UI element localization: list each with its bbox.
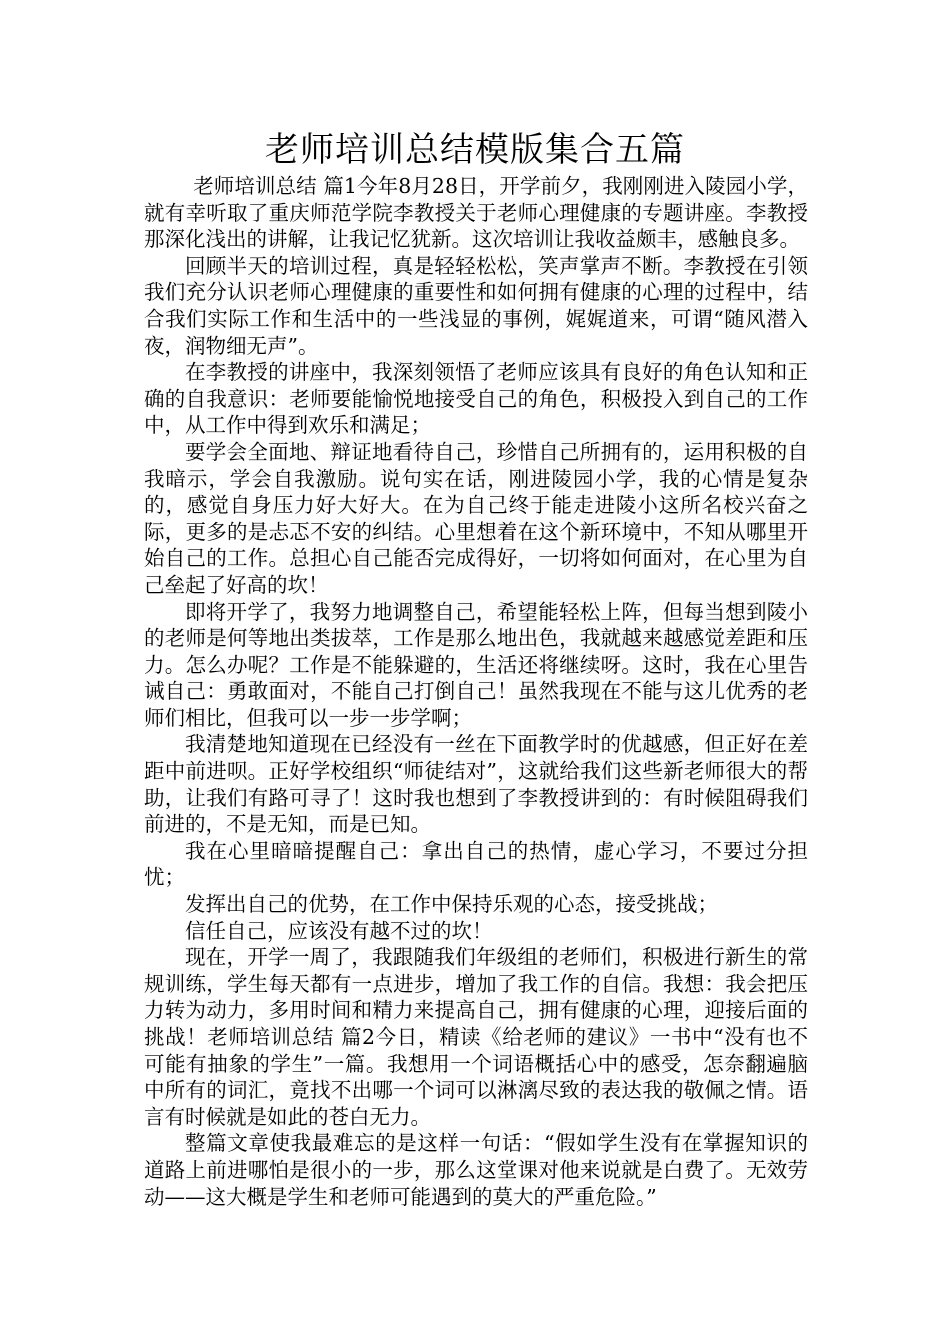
paragraph: 我清楚地知道现在已经没有一丝在下面教学时的优越感，但正好在差距中前进呗。正好学校组织“师徒结对”，这就给我们这些新老师很大的帮助，让我们有路可寻了！这时我也想到了李教授讲到的：有时候阻碍我们前进的，不是无知，而是已知。 <box>144 732 808 837</box>
paragraph: 回顾半天的培训过程，真是轻轻松松，笑声掌声不断。李教授在引领我们充分认识老师心理健康的重要性和如何拥有健康的心理的过程中，结合我们实际工作和生活中的一些浅显的事例，娓娓道来，可谓“随风潜入夜，润物细无声”。 <box>144 253 808 358</box>
document-body <box>144 173 808 1210</box>
paragraph: 整篇文章使我最难忘的是这样一句话：“假如学生没有在掌握知识的道路上前进哪怕是很小的一步，那么这堂课对他来说就是白费了。无效劳动——这大概是学生和老师可能遇到的莫大的严重危险。” <box>144 1131 808 1209</box>
paragraph: 老师培训总结 篇1今年8月28日，开学前夕，我刚刚进入陵园小学，就有幸听取了重庆师范学院李教授关于老师心理健康的专题讲座。李教授那深化浅出的讲解，让我记忆犹新。这次培训让我收益颇丰，感触良多。 <box>144 174 808 252</box>
paragraph: 即将开学了，我努力地调整自己，希望能轻松上阵，但每当想到陵小的老师是何等地出类拔萃，工作是那么地出色，我就越来越感觉差距和压力。怎么办呢？工作是不能躲避的，生活还将继续呀。这时，我在心里告诫自己：勇敢面对，不能自己打倒自己！虽然我现在不能与这儿优秀的老师们相比，但我可以一步一步学啊； <box>144 599 808 730</box>
paragraph: 发挥出自己的优势，在工作中保持乐观的心态，接受挑战； <box>185 892 718 917</box>
paragraph: 我在心里暗暗提醒自己：拿出自己的热情，虚心学习，不要过分担忧； <box>144 838 808 890</box>
paragraph: 要学会全面地、辩证地看待自己，珍惜自己所拥有的，运用积极的自我暗示，学会自我激励。说句实在话，刚进陵园小学，我的心情是复杂的，感觉自身压力好大好大。在为自己终于能走进陵小这所名校兴奋之际，更多的是忐忑不安的纠结。心里想着在这个新环境中，不知从哪里开始自己的工作。总担心自己能否完成得好，一切将如何面对，在心里为自己垒起了好高的坎！ <box>144 439 808 597</box>
document-title: 老师培训总结模版集合五篇 <box>265 130 685 170</box>
paragraph: 在李教授的讲座中，我深刻领悟了老师应该具有良好的角色认知和正确的自我意识：老师要能愉悦地接受自己的角色，积极投入到自己的工作中，从工作中得到欢乐和满足； <box>144 360 808 438</box>
paragraph: 现在，开学一周了，我跟随我们年级组的老师们，积极进行新生的常规训练，学生每天都有一点进步，增加了我工作的自信。我想：我会把压力转为动力，多用时间和精力来提高自己，拥有健康的心理，迎接后面的挑战！老师培训总结 篇2今日，精读《给老师的建议》一书中“没有也不可能有抽象的学生”一篇。我想用一个词语概括心中的感受，怎奈翻遍脑中所有的词汇，竟找不出哪一个词可以淋漓尽致的表达我的敬佩之情。语言有时候就是如此的苍白无力。 <box>144 945 808 1129</box>
paragraph: 信任自己，应该没有越不过的坎！ <box>185 918 493 943</box>
